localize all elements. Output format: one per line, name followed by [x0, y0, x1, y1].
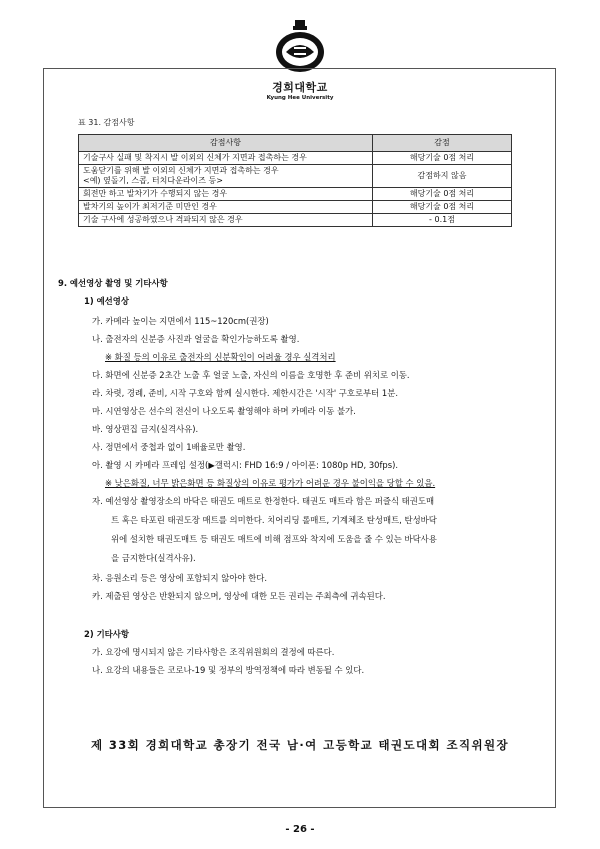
list-item: 카. 제출된 영상은 반환되지 않으며, 영상에 대한 모든 권리는 주최측에 귀속된다. — [92, 591, 386, 601]
list-item: 나. 출전자의 신분증 사진과 얼굴을 확인가능하도록 촬영. — [92, 334, 300, 344]
cell-item: 도움닫기를 위해 발 이외의 신체가 지면과 접촉하는 경우 <예) 옆돌기, 스콥, 터치다운라이즈 등> — [79, 165, 373, 188]
list-item: 바. 영상편집 금지(실격사유). — [92, 424, 199, 434]
table-row — [79, 152, 512, 165]
list-item: 차. 응원소리 등은 영상에 포함되지 않아야 한다. — [92, 573, 268, 583]
logo-korean-text: 경희대학교 — [272, 81, 328, 94]
subsection-title-other: 2) 기타사항 — [84, 629, 129, 639]
deduction-table — [78, 134, 512, 227]
cell-item: 발차기의 높이가 최저기준 미만인 경우 — [79, 201, 373, 214]
list-item: 사. 정면에서 중첩과 없이 1배율로만 촬영. — [92, 442, 246, 452]
cell-points: 감점하지 않음 — [373, 165, 512, 188]
table-row — [79, 214, 512, 227]
table-caption: 표 31. 감점사항 — [78, 118, 135, 127]
cell-item: 회전만 하고 발차기가 수행되지 않는 경우 — [79, 188, 373, 201]
list-item-continued: 트 혹은 타포린 태권도장 매트를 의미한다. 치어리딩 롤매트, 기계체조 탄성매트, 탄성바닥 — [111, 515, 437, 525]
page-number: - 26 - — [285, 824, 315, 835]
list-item-continued: 을 금지한다(실격사유). — [111, 553, 196, 563]
cell-points: 해당기술 0점 처리 — [373, 201, 512, 214]
cell-item: 기술 구사에 성공하였으나 격파되지 않은 경우 — [79, 214, 373, 227]
cell-points: 해당기술 0점 처리 — [373, 152, 512, 165]
list-item: 가. 요강에 명시되지 않은 기타사항은 조직위원회의 결정에 따른다. — [92, 647, 335, 657]
list-item-continued: 위에 설치한 태권도매트 등 태권도 매트에 비해 점프와 착지에 도움을 줄 수 있는 바닥사용 — [111, 534, 437, 544]
section-title: 9. 예선영상 촬영 및 기타사항 — [58, 278, 168, 288]
cell-points: 해당기술 0점 처리 — [373, 188, 512, 201]
cell-points: - 0.1점 — [373, 214, 512, 227]
note-item: ※ 화질 등의 이유로 출전자의 신분확인이 어려울 경우 실격처리 — [105, 352, 336, 362]
subsection-title-video: 1) 예선영상 — [84, 296, 129, 306]
header-deduction-points: 감점 — [373, 135, 512, 152]
organizing-committee-signature: 제 33회 경희대학교 총장기 전국 남·여 고등학교 태권도대회 조직위원장 — [90, 738, 510, 752]
list-item: 자. 예선영상 촬영장소의 바닥은 태권도 매트로 한정한다. 태권도 매트라 함은 퍼즐식 태권도매 — [92, 496, 435, 506]
list-item: 아. 촬영 시 카메라 프레임 설정(▶갤럭시: FHD 16:9 / 아이폰: 1080p HD, 30fps). — [92, 460, 399, 470]
note-item: ※ 낮은화질, 너무 밝은화면 등 화질상의 이유로 평가가 어려운 경우 불이익을 당할 수 있음. — [105, 478, 436, 488]
logo-english-text: Kyung Hee University — [266, 95, 334, 101]
table-row — [79, 165, 512, 188]
header-deduction-item: 감점사항 — [79, 135, 373, 152]
list-item: 라. 차렷, 경례, 준비, 시작 구호와 함께 실시한다. 제한시간은 '시작' 구호로부터 1분. — [92, 388, 398, 398]
table-row — [79, 188, 512, 201]
list-item: 가. 카메라 높이는 지면에서 115~120cm(권장) — [92, 316, 269, 326]
list-item: 나. 요강의 내용들은 코로나-19 및 정부의 방역정책에 따라 변동될 수 있다. — [92, 665, 365, 675]
list-item: 마. 시연영상은 선수의 전신이 나오도록 촬영해야 하며 카메라 이동 불가. — [92, 406, 356, 416]
cell-item: 기술구사 실패 및 착지시 발 이외의 신체가 지면과 접촉하는 경우 — [79, 152, 373, 165]
table-row — [79, 201, 512, 214]
table-header-row — [79, 135, 512, 152]
list-item: 다. 화면에 신분증 2초간 노출 후 얼굴 노출, 자신의 이름을 호명한 후 준비 위치로 이동. — [92, 370, 410, 380]
